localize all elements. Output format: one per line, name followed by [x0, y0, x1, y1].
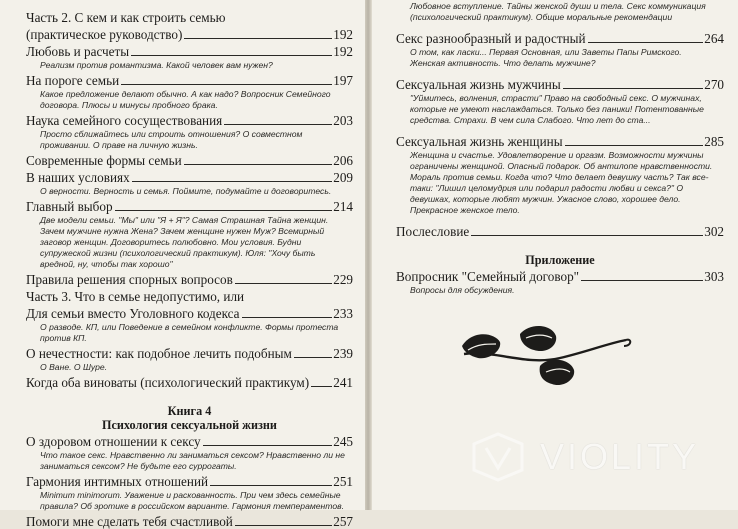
floral-vine-ornament-icon [456, 320, 632, 392]
book-subtitle: Психология сексуальной жизни [102, 418, 277, 432]
toc-entry-line [26, 474, 353, 489]
toc-entry-title: О здоровом отношении к сексу [26, 434, 201, 449]
book-gutter [365, 0, 372, 510]
toc-entry-line [26, 153, 353, 168]
toc-entry-line [26, 113, 353, 128]
toc-leader [588, 42, 704, 43]
toc-entry-description: Какое предложение делают обычно. А как надо? Вопросник Семейного договора. Плюсы и минусы пробного брака. [40, 89, 331, 110]
watermark-text: VIOLITY [540, 436, 700, 477]
toc-entry-line [396, 269, 724, 284]
toc-page-number: 192 [333, 27, 353, 42]
toc-leader [210, 485, 332, 486]
toc-entry [26, 113, 353, 151]
toc-entry [26, 474, 353, 512]
toc-page-number: 264 [704, 31, 724, 46]
toc-entry [26, 153, 353, 168]
toc-leader [581, 280, 703, 281]
toc-page-number: 229 [333, 272, 353, 287]
toc-leader [121, 84, 332, 85]
toc-entry-description: Просто сближайтесь или строить отношения? О совместном проживании. О праве на личную жизнь. [40, 129, 303, 150]
toc-page-number: 209 [333, 170, 353, 185]
toc-page-number: 192 [333, 44, 353, 59]
toc-entry-line [26, 27, 353, 42]
toc-entry [26, 289, 353, 304]
toc-entry-title: Сексуальная жизнь женщины [396, 134, 563, 149]
toc-entry-title: (практическое руководство) [26, 27, 183, 42]
toc-page-number: 285 [704, 134, 724, 149]
toc-entry-line [396, 31, 724, 46]
toc-entry-title: Наука семейного сосуществования [26, 113, 223, 128]
toc-entry-line [396, 77, 724, 92]
toc-leader [311, 386, 332, 387]
toc-entry-title: Секс разнообразный и радостный [396, 31, 586, 46]
toc-entry-line [396, 224, 724, 239]
toc-entry [26, 514, 353, 529]
toc-entry-description: Реализм против романтизма. Какой человек вам нужен? [40, 60, 273, 70]
toc-entry-description: Женщина и счастье. Удовлетворение и оргазм. Возможности мужчины ограничены женщиной. Опасный подарок. Об антилопе нравственности. Мораль против семьи. Когда что? Что делает девушку часть? Так все-таки: "Лишил целомудрия или подарил радости любви и секса?" О девушках, которые любят мужчин. Ужасное слово, хорошее дело. Прекрасное женское тело. [410, 150, 713, 215]
toc-leader [294, 357, 332, 358]
toc-entry [26, 170, 353, 197]
toc-entry-line [26, 306, 353, 321]
toc-leader [224, 124, 332, 125]
toc-entry [26, 346, 353, 373]
toc-entry-line [26, 514, 353, 529]
toc-page-number: 270 [704, 77, 724, 92]
toc-entry-title: Часть 3. Что в семье недопустимо, или [26, 289, 245, 304]
toc-entry-title: Для семьи вместо Уголовного кодекса [26, 306, 240, 321]
right-page [372, 0, 738, 510]
toc-leader [235, 283, 332, 284]
book-title: Книга 4 [167, 404, 212, 418]
toc-entry-description: Вопросы для обсуждения. [410, 285, 515, 295]
toc-entry [26, 73, 353, 111]
toc-entry-title: Сексуальная жизнь мужчины [396, 77, 561, 92]
toc-entry [26, 375, 353, 390]
toc-entry-line [396, 134, 724, 149]
toc-page-number: 206 [333, 153, 353, 168]
toc-entry [26, 10, 353, 25]
toc-entry-title: Правила решения спорных вопросов [26, 272, 233, 287]
toc-entry-title: Главный выбор [26, 199, 113, 214]
toc-page-number: 239 [333, 346, 353, 361]
toc-entry-description: Любовное вступление. Тайны женской души и тела. Секс коммуникация (психологический практикум). Общие моральные рекомендации [410, 1, 706, 22]
toc-entry [26, 199, 353, 270]
toc-entry [396, 269, 724, 296]
toc-entry [26, 272, 353, 287]
toc-leader [203, 445, 333, 446]
toc-entry-title: О нечестности: как подобное лечить подобным [26, 346, 292, 361]
toc-page-number: 197 [333, 73, 353, 88]
toc-entry [26, 27, 353, 42]
appendix-title: Приложение [525, 253, 595, 267]
toc-leader [132, 181, 333, 182]
toc-entry-title: Современные формы семьи [26, 153, 182, 168]
toc-entry [26, 434, 353, 472]
toc-entry-description: О верности. Верность и семья. Поймите, подумайте и договоритесь. [40, 186, 332, 196]
toc-page-number: 233 [333, 306, 353, 321]
toc-leader [131, 55, 332, 56]
toc-entry [396, 31, 724, 69]
toc-leader [184, 164, 333, 165]
toc-page-number: 203 [333, 113, 353, 128]
left-page [0, 0, 365, 529]
toc-leader [235, 525, 332, 526]
toc-entry-title: Любовь и расчеты [26, 44, 130, 59]
toc-page-number: 245 [333, 434, 353, 449]
toc-page-number: 257 [333, 514, 353, 529]
toc-leader [563, 88, 703, 89]
toc-entry-title: На пороге семьи [26, 73, 120, 88]
toc-entry-description: О Ване. О Шуре. [40, 362, 108, 372]
toc-entry-description: О разводе. КП, или Поведение в семейном конфликте. Формы протеста против КП. [40, 322, 339, 343]
toc-entry-title: Послесловие [396, 224, 470, 239]
toc-page-number: 241 [333, 375, 353, 390]
toc-entry-title: В наших условиях [26, 170, 130, 185]
toc-entry [396, 77, 724, 126]
toc-entry-line [26, 434, 353, 449]
toc-entry-line [26, 346, 353, 361]
toc-entry-line [26, 44, 353, 59]
toc-entry-title: Помоги мне сделать тебя счастливой [26, 514, 233, 529]
toc-entry [396, 224, 724, 239]
toc-entry-title: Гармония интимных отношений [26, 474, 209, 489]
toc-leader [184, 38, 332, 39]
toc-entry-description: Что такое секс. Нравственно ли заниматься сексом? Нравственно ли не заниматься сексом? Не будьте его суррогаты. [40, 450, 345, 471]
toc-leader [115, 210, 333, 211]
toc-entry-line [26, 375, 353, 390]
toc-entry-description: "Уймитесь, волнения, страсти" Право на свободный секс. О мужчинах, которые не умеют наслаждаться. Только без паники! Потентованные средства. Страхи. В чем сила Слабого. Что лет до ста... [410, 93, 704, 125]
toc-entry-title: Вопросник "Семейный договор" [396, 269, 580, 284]
toc-entry [26, 306, 353, 344]
toc-entry [26, 44, 353, 71]
toc-entry-line [26, 199, 353, 214]
toc-entry-line [26, 73, 353, 88]
toc-entry-title: Часть 2. С кем и как строить семью [26, 10, 226, 25]
toc-page-number: 214 [333, 199, 353, 214]
toc-entry-line [26, 272, 353, 287]
toc-leader [242, 317, 333, 318]
toc-leader [471, 235, 703, 236]
toc-entry-line [26, 289, 353, 304]
toc-entry-description: О том, как ласки... Первая Основная, или Заветы Папы Римского. Женская активность. Что делать мужчине? [410, 47, 682, 68]
toc-entry-line [26, 10, 353, 25]
toc-page-number: 302 [704, 224, 724, 239]
toc-entry-description: Minimum minimorum. Уважение и раскованность. При чем здесь семейные правила? Об эротике в российском варианте. Гармония темпераментов. [40, 490, 344, 511]
toc-entry-title: Когда оба виноваты (психологический практикум) [26, 375, 310, 390]
toc-entry-line [26, 170, 353, 185]
toc-entry-description: Две модели семьи. "Мы" или "Я + Я"? Самая Страшная Тайна женщин. Зачем мужчине нужна Жена? Зачем женщине нужен Муж? Всемирный заговор женщин. Договоритесь полюбовно. Мои условия. Будни супружеской жизни (психологический практикум). Юля: "Хочу быть вредной, ну, чтобы так хорошо" [40, 215, 329, 269]
toc-entry [396, 134, 724, 216]
toc-leader [565, 145, 704, 146]
toc-page-number: 251 [333, 474, 353, 489]
toc-page-number: 303 [704, 269, 724, 284]
